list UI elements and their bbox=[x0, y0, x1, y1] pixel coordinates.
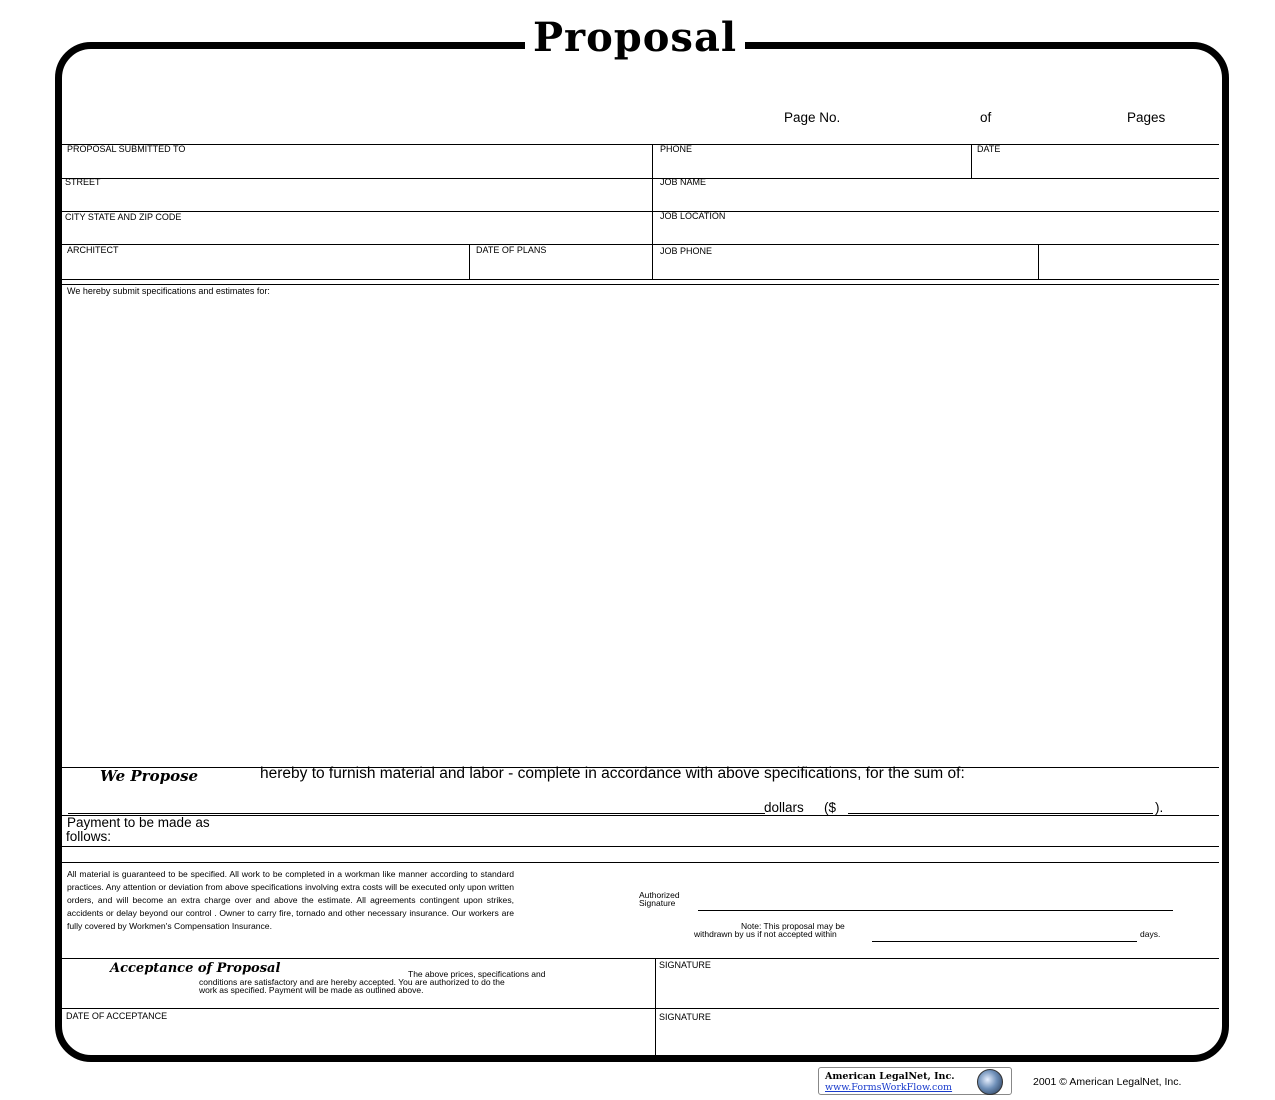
job-phone-label: JOB PHONE bbox=[660, 246, 713, 256]
grid-line bbox=[62, 862, 1219, 863]
grid-line bbox=[62, 178, 1219, 179]
page-of-label: of bbox=[980, 110, 992, 125]
grid-line bbox=[62, 279, 1219, 280]
we-propose-heading: We Propose bbox=[100, 767, 199, 785]
phone-label: PHONE bbox=[660, 144, 693, 154]
amount-figure-line bbox=[848, 813, 1153, 814]
grid-line bbox=[62, 958, 1219, 959]
job-name-label: JOB NAME bbox=[660, 177, 707, 187]
payment-label-line1: Payment to be made as bbox=[67, 815, 210, 830]
grid-line bbox=[1038, 244, 1039, 279]
street-label: STREET bbox=[65, 177, 101, 187]
authorized-label: Authorized bbox=[639, 890, 680, 900]
acceptance-text-line3: work as specified. Payment will be made as outlined above. bbox=[199, 985, 424, 995]
grid-line bbox=[62, 211, 1219, 212]
city-state-zip-label: CITY STATE AND ZIP CODE bbox=[65, 212, 182, 222]
guarantee-paragraph: All material is guaranteed to be specified. All work to be completed in a workman like manner according to standard practices. Any attention or deviation from above specifications involving extra costs will be executed only upon written orders, and will become an extra charge over and above the estimate. All agreements contingent upon strikes, accidents or delay beyond our control . Owner to carry fire, tornado and other necessary insurance. Our workers are fully covered by Workmen's Compensation Insurance. bbox=[67, 869, 514, 931]
grid-line bbox=[652, 144, 653, 279]
days-label: days. bbox=[1140, 929, 1161, 939]
grid-line bbox=[62, 244, 1219, 245]
publisher-logo-box bbox=[818, 1067, 1012, 1095]
architect-label: ARCHITECT bbox=[67, 245, 119, 255]
dollars-label: dollars bbox=[764, 800, 804, 815]
days-line[interactable] bbox=[872, 941, 1137, 942]
grid-line bbox=[62, 815, 1219, 816]
payment-label-line2: follows: bbox=[66, 829, 112, 844]
submitted-to-label: PROPOSAL SUBMITTED TO bbox=[67, 144, 186, 154]
acceptance-heading: Acceptance of Proposal bbox=[110, 961, 281, 976]
date-of-acceptance-label: DATE OF ACCEPTANCE bbox=[66, 1011, 168, 1021]
globe-icon bbox=[977, 1069, 1003, 1095]
date-of-plans-label: DATE OF PLANS bbox=[476, 245, 547, 255]
publisher-name: American LegalNet, Inc. bbox=[825, 1071, 955, 1082]
grid-line bbox=[469, 244, 470, 279]
form-title: Proposal bbox=[525, 14, 745, 62]
page-no-label: Page No. bbox=[784, 110, 841, 125]
dollar-open-paren: ($ bbox=[824, 800, 837, 815]
we-propose-text: hereby to furnish material and labor - complete in accordance with above specifications, for the sum of: bbox=[260, 765, 965, 782]
authorized-signature-line[interactable] bbox=[698, 910, 1173, 911]
note-line2: withdrawn by us if not accepted within bbox=[694, 929, 837, 939]
grid-line bbox=[62, 846, 1219, 847]
signature-2-label: SIGNATURE bbox=[659, 1012, 711, 1022]
grid-line bbox=[62, 1008, 1219, 1009]
pages-label: Pages bbox=[1127, 110, 1166, 125]
note-line1: Note: This proposal may be bbox=[741, 921, 845, 931]
job-location-label: JOB LOCATION bbox=[660, 211, 726, 221]
amount-words-line bbox=[68, 813, 765, 814]
signature-label: Signature bbox=[639, 898, 676, 908]
acceptance-text-line2: conditions are satisfactory and are hereby accepted. You are authorized to do the bbox=[199, 977, 505, 987]
date-label: DATE bbox=[977, 144, 1001, 154]
acceptance-text-line1: The above prices, specifications and bbox=[408, 969, 546, 979]
signature-1-label: SIGNATURE bbox=[659, 960, 711, 970]
publisher-url[interactable]: www.FormsWorkFlow.com bbox=[825, 1082, 953, 1093]
copyright-text: 2001 © American LegalNet, Inc. bbox=[1033, 1076, 1182, 1088]
grid-line bbox=[655, 958, 656, 1055]
dollar-close-paren: ). bbox=[1155, 800, 1164, 815]
grid-line bbox=[62, 144, 1219, 145]
grid-line bbox=[971, 144, 972, 178]
grid-line bbox=[62, 284, 1219, 285]
specifications-label: We hereby submit specifications and estimates for: bbox=[67, 286, 270, 296]
